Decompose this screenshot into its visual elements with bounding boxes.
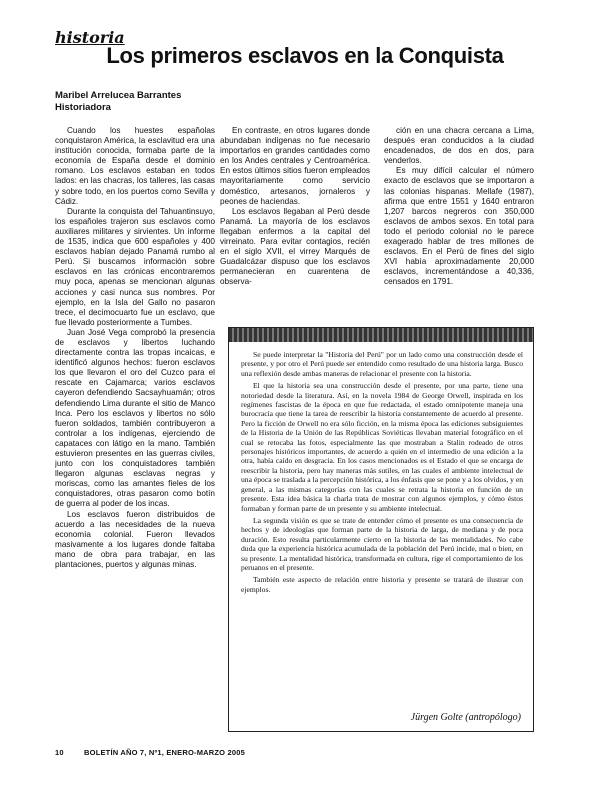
article-title: Los primeros esclavos en la Conquista xyxy=(106,43,504,68)
text-column-3 xyxy=(384,126,534,316)
box-paragraph: El que la historia sea una construcción desde el presente, por una parte, tiene una notoriedad desde la literatura. Así, en la novela 1984 de George Orwell, inspirada en los regímenes fascistas de la época en que fue redactada, el estado omnipotente maneja una burocracia que tiene la tarea de reescribir la historia constantemente de acuerdo al presente. Pero la ficción de Orwell no era sólo ficción, en la misma época las ediciones subsiguientes de la Historia de la Unión de las Repúblicas Soviéticas llevaban material fotográfico en el cual se retocaba las fotos, especialmente las que mostraban a Stalin rodeado de otros personajes históricos importantes, de acuerdo a quién en el intermedio de una edición a la otra, había caído en desgracia. En los casos mencionados es el Estado el que se encarga de reescribir la historia, pero hay maneras más sutiles, en las cuales el ambiente intelectual de una época se traslada a la percepción histórica, a los énfasis que se pone y a los olvidos, y en general, a las mismas categorías con las cuales se retrata la historia en función de un presente. Esta idea básica la charla trata de mostrar con algunos ejemplos, y cómo éstos formaban y forman parte de un presente y su ambiente intelectual. xyxy=(241,381,523,513)
paragraph: Los esclavos llegaban al Perú desde Panamá. La mayoría de los esclavos llegaban enfermos a la capital del virreinato. Para evitar contagios, recién en el siglo XVII, el virrey Marqués de Guadalcázar dispuso que los esclavos permanecieran en cuarentena de observa- xyxy=(220,206,370,287)
byline xyxy=(55,90,181,114)
author-name: Maribel Arrelucea Barrantes xyxy=(55,90,182,101)
page-number: 10 xyxy=(55,748,64,757)
section-label: historia xyxy=(55,28,125,47)
box-body xyxy=(241,350,523,597)
author-role: Historiadora xyxy=(55,102,111,113)
box-paragraph: También este aspecto de relación entre historia y presente se tratará de ilustrar con ejemplos. xyxy=(241,575,523,594)
box-paragraph: La segunda visión es que se trate de entender cómo el presente es una consecuencia de hechos y de ideologías que forman parte de la historia de larga, de mediana y de poca duración. Esto resulta particularmente cierto en la historia de las mentalidades. No cabe duda que la experiencia histórica acumulada de la población del Perú incide, mal o bien, en su presente. La mentalidad histórica, transformada en cultura, rige el comportamiento de los peruanos en el presente. xyxy=(241,515,523,572)
box-signature: Jürgen Golte (antropólogo) xyxy=(410,712,521,723)
paragraph: Es muy difícil calcular el número exacto de esclavos que se importaron a las colonias hispanas. Mellafe (1987), afirma que entre 1551 y 1640 entraron 1,207 barcos negreros con 350,000 esclavos de ambos sexos. En total para todo el periodo colonial no le parece exagerado hablar de tres millones de esclavos. En el Perú de fines del siglo XVI había aproximadamente 20,000 esclavos, incrementándose a 40,336, censados en 1791. xyxy=(384,166,534,287)
page-footer xyxy=(55,748,245,757)
paragraph: Cuando los huestes españolas conquistaron América, la esclavitud era una institución conocida, formaba parte de la economía de España desde el dominio romano. Los esclavos estaban en todos lados: en las chacras, los talleres, las casas y sobre todo, en los puertos como Sevilla y Cádiz. xyxy=(55,126,215,206)
paragraph: En contraste, en otros lugares donde abundaban indígenas no fue necesario importarlos en grandes cantidades como en los Andes centrales y Centroamérica. En estos últimos sitios fueron empleados mayoritariamente como servicio doméstico, artesanos, jornaleros y peones de haciendas. xyxy=(220,126,370,206)
text-column-2 xyxy=(220,126,370,316)
text-column-1 xyxy=(55,126,215,713)
paragraph: Los esclavos fueron distribuidos de acuerdo a las necesidades de la nueva economía colonial. Fueron llevados masivamente a los lugares donde faltaba mano de obra para trabajar, en las plantaciones, puertos y algunas minas. xyxy=(55,509,215,570)
paragraph: Juan José Vega comprobó la presencia de esclavos y libertos luchando directamente contra las tropas incaicas, e identificó algunos hechos: fueron esclavos los que llevaron el oro del Cuzco para el rescate en Cajamarca; varios esclavos cayeron defendiendo Sacsayhuamán; otros defendiendo Lima durante el sitio de Manco Inca. Pero los esclavos y libertos no sólo fueron soldados, también contribuyeron a controlar a los indígenas, ejerciendo de capataces con látigo en la mano. También estuvieron presentes en las guerras civiles, junto con los conquistadores también llegaron algunas esclavas negras y moriscas, como las amantes fieles de los conquistadores, otras pasaron como botín de guerra al poder de los incas. xyxy=(55,327,215,509)
box-header-bar xyxy=(229,328,533,342)
sidebar-box xyxy=(228,327,534,732)
box-paragraph: Se puede interpretar la "Historia del Perú" por un lado como una construcción desde el presente, y por otro el Perú puede ser entendido como resultado de una historia larga. Busco una reflexión desde ambas maneras de relacionar el presente con la historia. xyxy=(241,350,523,378)
paragraph: ción en una chacra cercana a Lima, después eran conducidos a la ciudad encadenados, de dos en dos, para venderlos. xyxy=(384,126,534,166)
paragraph: Durante la conquista del Tahuantinsuyo, los españoles trajeron sus esclavos como auxiliares militares y sirvientes. Un informe de 1535, indica que 600 españoles y 400 esclavos habían dejado Panamá rumbo al Perú. Si buscamos información sobre esclavos en las crónicas encontraremos muy poca, apenas se mencionan algunas acciones y casi nunca sus nombres. Por ejemplo, en la Isla del Gallo no pasaron trece, el decimocuarto fue un esclavo, que fue llevado posteriormente a Tumbes. xyxy=(55,206,215,327)
issue-info: BOLETÍN AÑO 7, Nº1, ENERO-MARZO 2005 xyxy=(84,748,245,757)
